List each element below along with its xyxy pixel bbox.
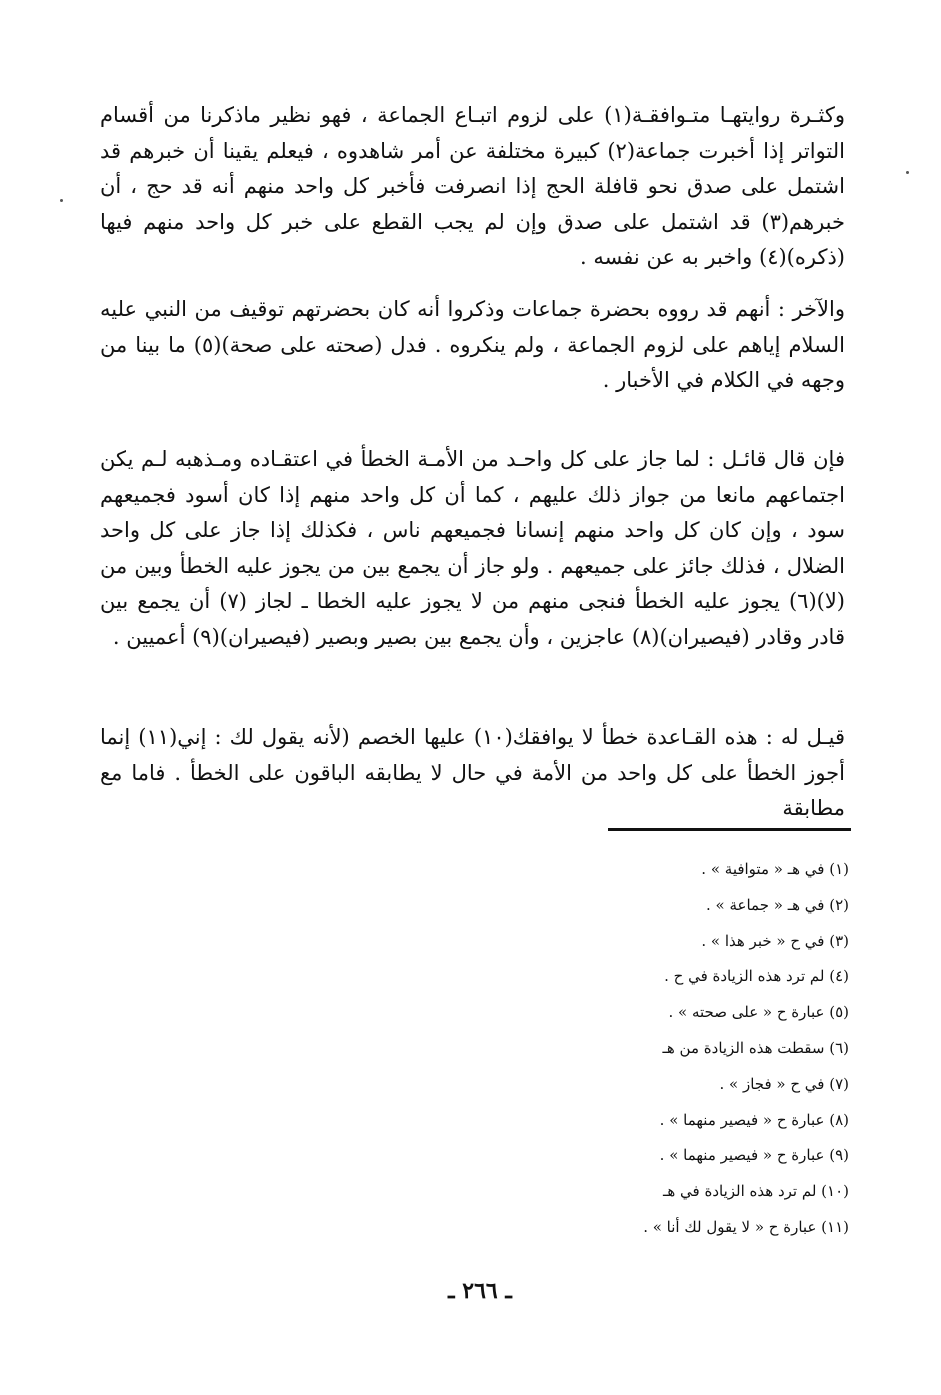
footnote-3: (٣) في ح « خبر هذا » .: [701, 931, 849, 950]
body-paragraph-2: والآخر : أنهم قد رووه بحضرة جماعات وذكروا أنه كان بحضرتهم توقيف من النبي عليه السلام إياهم على لزوم الجماعة ، ولم ينكروه . فدل (صحته على صحة)(٥) ما بينا من وجهه في الكلام في الأخبار .: [100, 297, 845, 392]
body-paragraph-4: قيـل له : هذه القـاعدة خطأ لا يوافقك(١٠) عليها الخصم (لأنه يقول لك : إني(١١) إنما أجوز الخطأ على كل واحد من الأمة في حال لا يطابقه الباقون على الخطأ . فاما مع مطابقة: [100, 725, 846, 820]
footnote-4: (٤) لم ترد هذه الزيادة في ح .: [664, 967, 849, 986]
footnote-11: (١١) عبارة ح « لا يقول لك أنا » .: [643, 1217, 849, 1236]
footnote-5: (٥) عبارة ح « على صحته » .: [668, 1003, 849, 1022]
footnote-8: (٨) عبارة ح « فيصير منهما » .: [659, 1110, 849, 1129]
footnote-1: (١) في هـ « متوافية » .: [701, 860, 849, 878]
footnote-2: (٢) في هـ « جماعة » .: [706, 895, 849, 914]
footnote-9: (٩) عبارة ح « فيصير منهما » .: [659, 1146, 849, 1165]
scan-speck: [906, 171, 909, 174]
scan-speck: [60, 199, 63, 202]
body-paragraph-3: فإن قال قائـل : لما جاز على كل واحـد من الأمـة الخطأ في اعتقـاده ومـذهبه لـم يكن اجتماعهم مانعا من جواز ذلك عليهم ، كما أن كل واحد منهم إذا كان أسود فجميعهم سود ، وإن كان كل واحد منهم إنسانا فجميعهم ناس ، فكذلك إذا جاز على كل واحد الضلال ، فذلك جائز على جميعهم . ولو جاز أن يجمع بين من يجوز عليه الخطأ وبين من (لا)(٦) يجوز عليه الخطأ فنجى منهم من لا يجوز عليه الخطا ـ لجاز (٧) أن يجمع بين قادر وقادر (فيصيران)(٨) عاجزين ، وأن يجمع بين بصير وبصير (فيصيران)(٩) أعميين .: [100, 447, 845, 649]
footnote-separator: [608, 828, 851, 831]
footnote-7: (٧) في ح « فجاز » .: [719, 1074, 849, 1093]
body-paragraph-1: وكثـرة روايتهـا متـوافقـة(١) على لزوم اتبـاع الجماعة ، فهو نظير ماذكرنا من أقسام التواتر إذا أخبرت جماعة(٢) كبيرة مختلفة عن أمر شاهدوه ، فيعلم يقينا أن خبرهم قد اشتمل على صدق نحو قافلة الحج إذا انصرفت فأخبر كل واحد منهم أنه قد حج ، أن خبرهم(٣) قد اشتمل على صدق وإن لم يجب القطع على خبر كل واحد منهم فيها (ذكره)(٤) واخبر به عن نفسه .: [100, 103, 845, 269]
footnotes-list: [429, 852, 849, 1246]
footnote-6: (٦) سقطت هذه الزيادة من هـ: [662, 1038, 849, 1057]
page-number: ـ ٢٦٦ ـ: [448, 1278, 512, 1304]
footnote-10: (١٠) لم ترد هذه الزيادة في هـ: [662, 1182, 849, 1201]
